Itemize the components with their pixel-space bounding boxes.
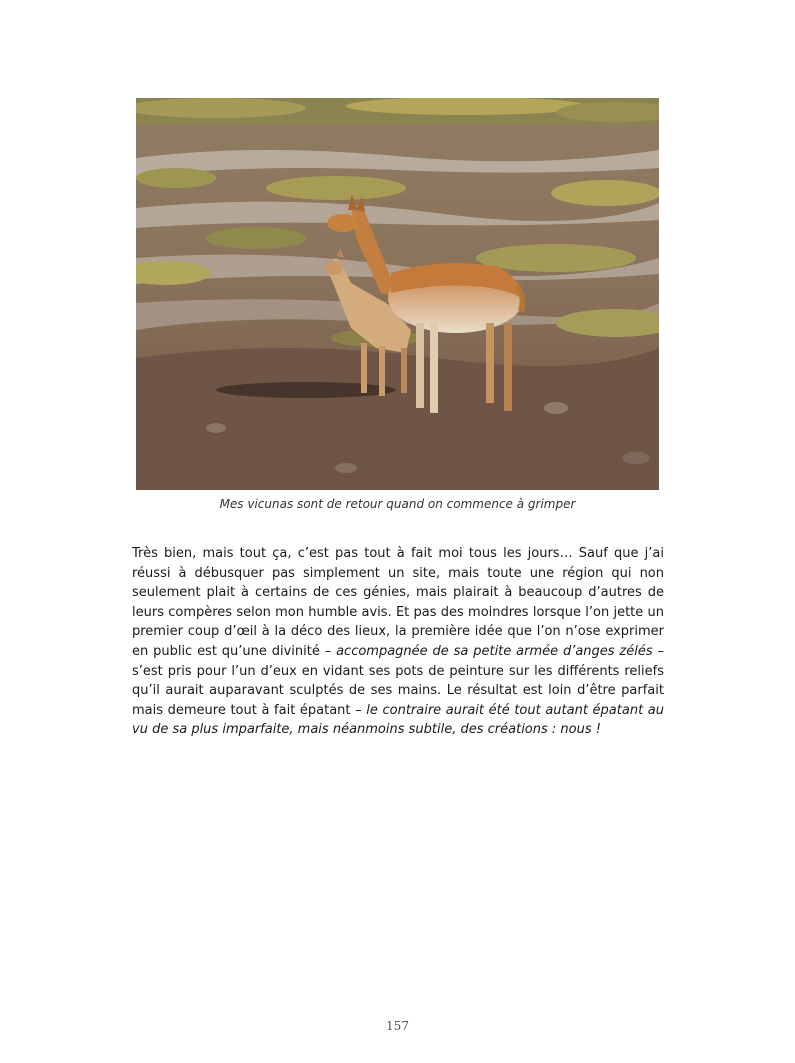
- page-number: 157: [386, 1019, 409, 1033]
- paragraph-italic-closing: le contraire aurait été tout autant épatant au vu de sa plus imparfaite, mais néanmoins subtile, des créations : nous !: [132, 702, 664, 738]
- body-paragraph: [132, 544, 664, 740]
- paragraph-italic-aside: accompagnée de sa petite armée d’anges zélés: [336, 643, 653, 659]
- figure-caption: Mes vicunas sont de retour quand on commence à grimper: [219, 497, 576, 511]
- paragraph-text-continued: – s’est pris pour l’un d’eux en vidant ses pots de peinture sur les différents reliefs qu’il aurait auparavant sculptés de ses mains. Le résultat est loin d’être parfait mais demeure tout à fait épatant –: [132, 643, 664, 718]
- vicuna-photo: [136, 98, 659, 490]
- paragraph-text: Très bien, mais tout ça, c’est pas tout à fait moi tous les jours… Sauf que j’ai réussi à débusquer pas simplement un site, mais toute une région qui non seulement plait à certains de ces génies, mais plairait à beaucoup d’autres de leurs compères selon mon humble avis. Et pas des moindres lorsque l’on jette un premier coup d’œil à la déco des lieux, la première idée que l’on n’ose exprimer en public est qu’une divinité –: [132, 546, 664, 659]
